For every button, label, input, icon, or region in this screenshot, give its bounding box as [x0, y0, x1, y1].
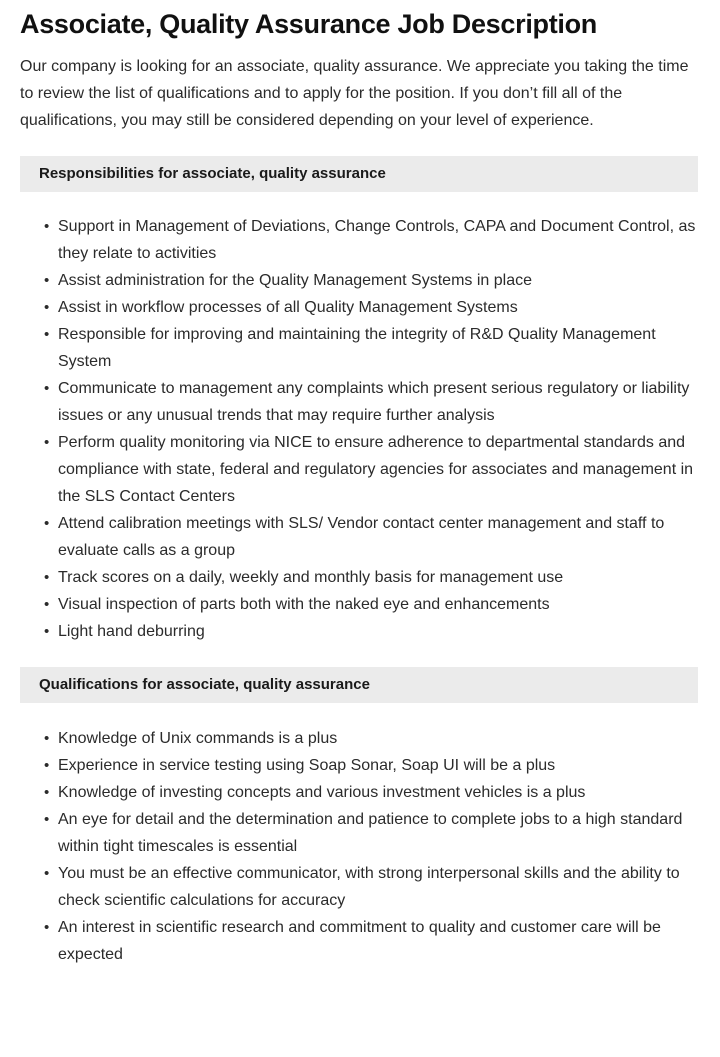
- list-item: • You must be an effective communicator, with strong interpersonal skills and the ability to check scientific calculations for accuracy: [44, 860, 698, 914]
- list-item: • Track scores on a daily, weekly and monthly basis for management use: [44, 564, 698, 591]
- list-item: • Knowledge of investing concepts and various investment vehicles is a plus: [44, 779, 698, 806]
- section-qualifications: [0, 667, 720, 968]
- list-item: • Support in Management of Deviations, Change Controls, CAPA and Document Control, as they relate to activities: [44, 213, 698, 267]
- list-item: • Visual inspection of parts both with the naked eye and enhancements: [44, 591, 698, 618]
- list-item: • An eye for detail and the determination and patience to complete jobs to a high standard within tight timescales is essential: [44, 806, 698, 860]
- list-item: • Perform quality monitoring via NICE to ensure adherence to departmental standards and compliance with state, federal and regulatory agencies for associates and management in the SLS Contact Centers: [44, 429, 698, 510]
- qualifications-list: [0, 703, 720, 968]
- list-item: • Experience in service testing using Soap Sonar, Soap UI will be a plus: [44, 752, 698, 779]
- list-item: • Assist in workflow processes of all Quality Management Systems: [44, 294, 698, 321]
- list-item: • An interest in scientific research and commitment to quality and customer care will be expected: [44, 914, 698, 968]
- list-item: • Attend calibration meetings with SLS/ Vendor contact center management and staff to evaluate calls as a group: [44, 510, 698, 564]
- page-title: Associate, Quality Assurance Job Description: [20, 9, 597, 39]
- list-item: • Knowledge of Unix commands is a plus: [44, 725, 698, 752]
- list-item: • Assist administration for the Quality Management Systems in place: [44, 267, 698, 294]
- intro-paragraph: Our company is looking for an associate, quality assurance. We appreciate you taking the time to review the list of qualifications and to apply for the position. If you don’t fill all of the qualifications, you may still be considered depending on your level of experience.: [20, 58, 689, 129]
- list-item: • Light hand deburring: [44, 618, 698, 645]
- section-header-responsibilities: Responsibilities for associate, quality assurance: [20, 156, 698, 192]
- section-header-qualifications: Qualifications for associate, quality assurance: [20, 667, 698, 703]
- section-responsibilities: [0, 156, 720, 645]
- responsibilities-list: [0, 192, 720, 645]
- list-item: • Communicate to management any complaints which present serious regulatory or liability issues or any unusual trends that may require further analysis: [44, 375, 698, 429]
- list-item: • Responsible for improving and maintaining the integrity of R&D Quality Management System: [44, 321, 698, 375]
